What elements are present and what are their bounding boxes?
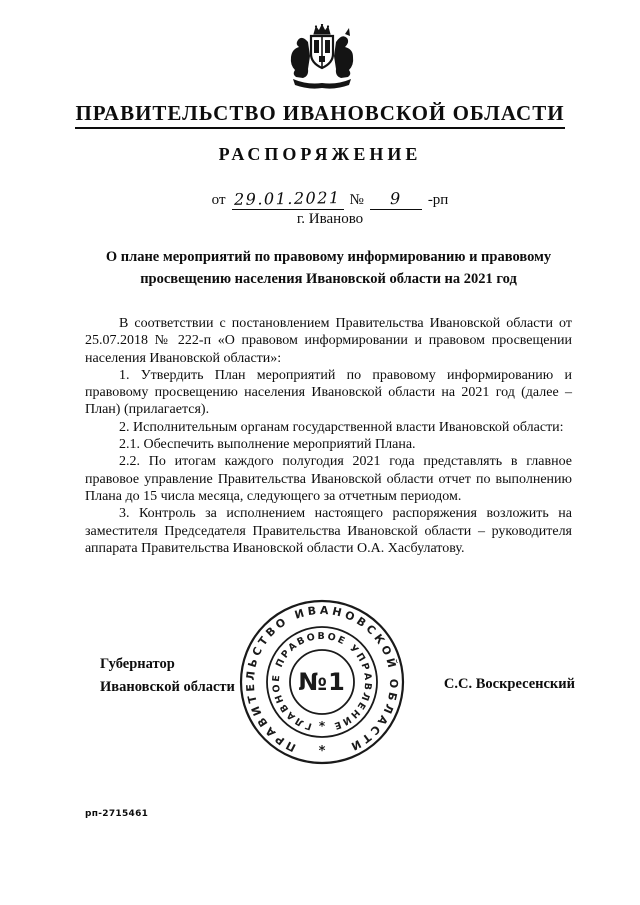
date-field (232, 189, 344, 210)
stamp-inner-asterisk: * (318, 719, 326, 733)
paragraph-item-3: 3. Контроль за исполнением настоящего распоряжения возложить на заместителя Председателя Правительства Ивановской области – руководителя аппарата Правительства Ивановской области О.А. Хасбулатову. (85, 506, 572, 556)
lion-supporter-icon (291, 38, 310, 78)
signature-post (100, 653, 235, 699)
number-suffix: -рп (427, 192, 449, 208)
org-name-text: ПРАВИТЕЛЬСТВО ИВАНОВСКОЙ ОБЛАСТИ (75, 101, 564, 129)
signature-name: С.С. Воскресенский (443, 676, 575, 692)
document-body (85, 315, 572, 557)
paragraph-item-1: 1. Утвердить План мероприятий по правовому информированию и правовому просвещению населения Ивановской области на 2021 год (далее – План) (прилагается). (85, 367, 572, 418)
date-handwritten-value: 29.01.2021 (234, 188, 341, 209)
number-sign: № (349, 192, 364, 208)
official-round-stamp (237, 597, 407, 767)
paragraph-item-2: 2. Исполнительным органам государственной власти Ивановской области: (119, 419, 564, 435)
coat-of-arms-icon (283, 24, 361, 90)
date-number-line (10, 189, 640, 210)
stamp-inner-ring-text: ГЛАВНОЕ ПРАВОВОЕ УПРАВЛЕНИЕ (270, 630, 374, 732)
registration-code: рп-2715461 (85, 809, 149, 819)
paragraph-preamble: В соответствии с постановлением Правительства Ивановской области от 25.07.2018 № 222-п «О правовом информировании и правовом просвещении населения Ивановской области»: (85, 316, 572, 366)
griffin-supporter-icon (334, 36, 353, 78)
signature-post-line2: Ивановской области (100, 679, 235, 695)
number-handwritten-value: 9 (389, 188, 402, 209)
city-line: г. Иваново (296, 211, 364, 227)
document-title: О плане мероприятий по правовому информированию и правовому просвещению населения Ивановской области на 2021 год (105, 249, 552, 287)
paragraph-item-2-1: 2.1. Обеспечить выполнение мероприятий Плана. (119, 437, 416, 453)
paragraph-item-2-2: 2.2. По итогам каждого полугодия 2021 года представлять в главное правовое управление Правительства Ивановской области отчет по выполнению Плана до 15 числа месяца, следующего за отчетным периодом. (85, 454, 572, 504)
doc-type: РАСПОРЯЖЕНИЕ (218, 144, 422, 164)
stamp-center-number: №1 (298, 668, 346, 696)
stamp-outer-asterisk: * (318, 744, 326, 759)
number-field (370, 189, 422, 210)
stamp-outer-ring-text: ПРАВИТЕЛЬСТВО ИВАНОВСКОЙ ОБЛАСТИ (243, 603, 401, 755)
date-label: от (211, 192, 226, 208)
base-scroll-icon (293, 79, 351, 89)
signature-post-line1: Губернатор (100, 656, 175, 672)
org-name (0, 101, 640, 129)
